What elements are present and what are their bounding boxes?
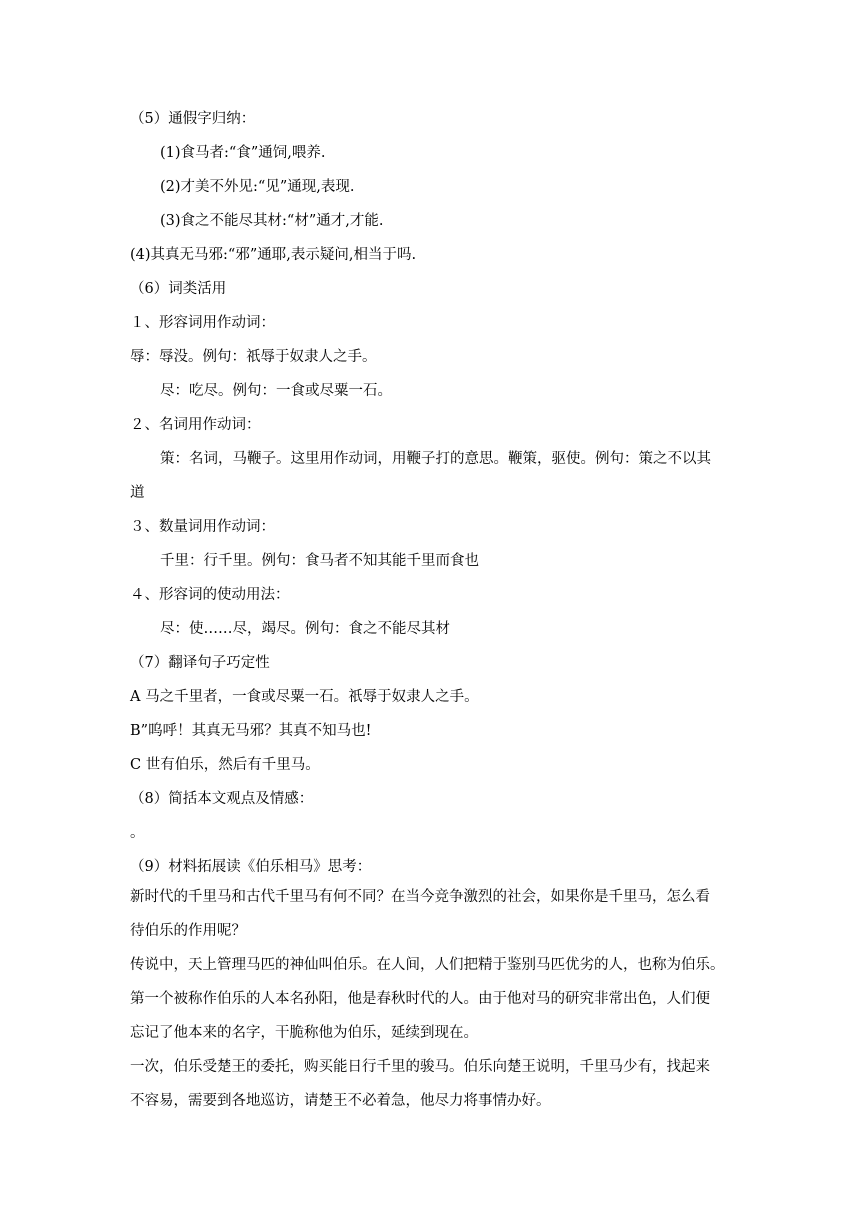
section-9-heading: （9）材料拓展读《伯乐相马》思考： [130,859,372,875]
tongjia-item-3: (3)食之不能尽其材:“材”通才,才能. [160,213,384,229]
story-paragraph-2-line-2: 不容易，需要到各地巡访，请楚王不必着急，他尽力将事情办好。 [130,1093,551,1109]
subsection-2-item-1: 策：名词，马鞭子。这里用作动词，用鞭子打的意思。鞭策，驱使。例句：策之不以其 [160,451,711,467]
tongjia-item-2: (2)才美不外见:“见”通现,表现. [160,179,355,195]
story-paragraph-2-line-1: 一次，伯乐受楚王的委托，购买能日行千里的骏马。伯乐向楚王说明，千里马少有，找起来 [130,1059,710,1075]
story-paragraph-1-line-1: 传说中，天上管理马匹的神仙叫伯乐。在人间，人们把精于鉴别马匹优劣的人，也称为伯乐。 [130,957,725,973]
section-9-question-line-1: 新时代的千里马和古代千里马有何不同？在当今竞争激烈的社会，如果你是千里马，怎么看 [130,889,710,905]
translation-b: B”呜呼！其真无马邪？其真不知马也! [130,723,372,739]
subsection-3-item-1: 千里：行千里。例句：食马者不知其能千里而食也 [160,553,479,569]
section-8-answer: 。 [130,825,145,841]
subsection-2-item-1-cont: 道 [130,485,145,501]
tongjia-item-1: (1)食马者:“食”通饲,喂养. [160,145,326,161]
subsection-1-item-1: 辱：辱没。例句：祇辱于奴隶人之手。 [130,349,377,365]
subsection-4-heading: ４、形容词的使动用法： [130,587,290,603]
story-paragraph-1-line-2: 第一个被称作伯乐的人本名孙阳，他是春秋时代的人。由于他对马的研究非常出色，人们便 [130,991,710,1007]
tongjia-item-4: (4)其真无马邪:“邪”通耶,表示疑问,相当于吗. [130,247,417,263]
section-7-heading: （7）翻译句子巧定性 [130,655,270,671]
subsection-2-heading: ２、名词用作动词： [130,417,261,433]
subsection-3-heading: ３、数量词用作动词： [130,519,275,535]
subsection-1-heading: １、形容词用作动词： [130,315,275,331]
subsection-4-item-1: 尽：使……尽，竭尽。例句：食之不能尽其材 [160,621,450,637]
section-5-heading: （5）通假字归纳： [130,111,256,127]
translation-c: C 世有伯乐，然后有千里马。 [130,757,320,773]
story-paragraph-1-line-3: 忘记了他本来的名字，干脆称他为伯乐，延续到现在。 [130,1025,478,1041]
section-9-question-line-2: 待伯乐的作用呢？ [130,923,246,939]
section-8-heading: （8）简括本文观点及情感： [130,791,314,807]
subsection-1-item-2: 尽：吃尽。例句：一食或尽粟一石。 [160,383,392,399]
translation-a: A 马之千里者，一食或尽粟一石。祇辱于奴隶人之手。 [130,689,479,705]
section-6-heading: （6）词类活用 [130,281,227,297]
